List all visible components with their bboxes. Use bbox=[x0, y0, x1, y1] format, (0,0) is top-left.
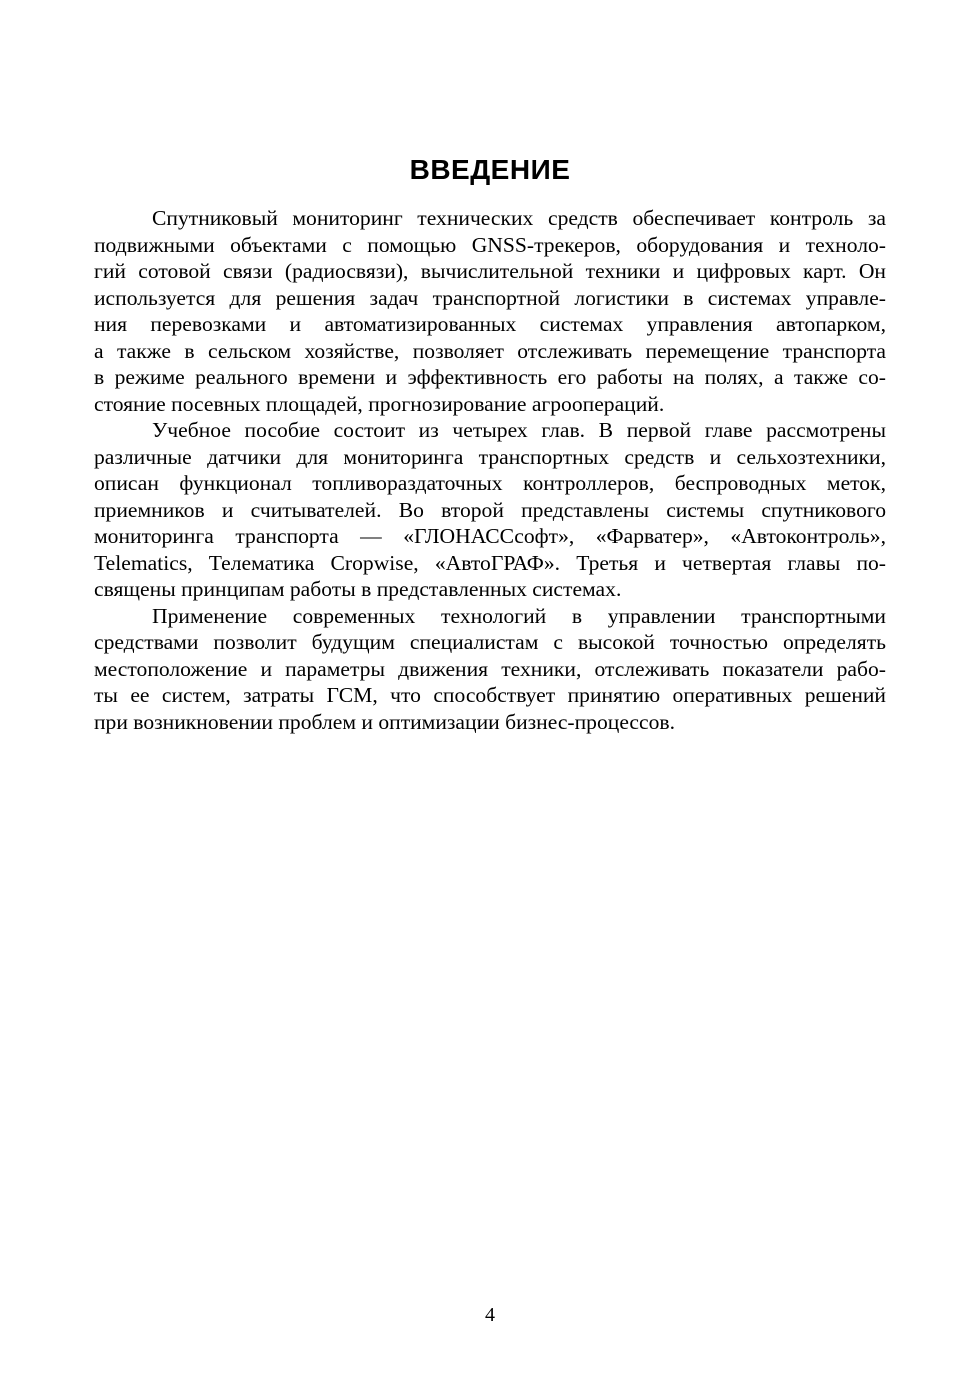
text-line: используется для решения задач транспортной логистики в системах управле- bbox=[94, 285, 886, 310]
page-title: ВВЕДЕНИЕ bbox=[409, 154, 571, 185]
text-line: местоположение и параметры движения техники, отслеживать показатели рабо- bbox=[94, 656, 886, 681]
text-line: описан функционал топливораздаточных контроллеров, беспроводных меток, bbox=[94, 471, 886, 495]
text-line: приемников и считывателей. Во второй представлены системы спутникового bbox=[94, 497, 886, 522]
text-line: средствами позволит будущим специалистам с высокой точностью определять bbox=[94, 630, 886, 654]
text-line: а также в сельском хозяйстве, позволяет отслеживать перемещение транспорта bbox=[94, 338, 886, 363]
text-line: Telematics, Телематика Cropwise, «АвтоГРАФ». Третья и четвертая главы по- bbox=[94, 550, 886, 575]
text-line: мониторинга транспорта — «ГЛОНАССсофт», «Фарватер», «Автоконтроль», bbox=[94, 524, 886, 548]
paragraph-3 bbox=[94, 603, 886, 736]
text-line: Учебное пособие состоит из четырех глав. В первой главе рассмотрены bbox=[152, 418, 886, 442]
paragraph-2 bbox=[94, 417, 886, 603]
text-line: различные датчики для мониторинга транспортных средств и сельхозтехники, bbox=[94, 444, 886, 469]
body-text bbox=[94, 205, 886, 735]
text-line: ния перевозками и автоматизированных системах управления автопарком, bbox=[94, 312, 886, 336]
text-line: ты ее систем, затраты ГСМ, что способствует принятию оперативных решений bbox=[94, 683, 886, 707]
text-line: стояние посевных площадей, прогнозирование агроопераций. bbox=[94, 391, 665, 416]
text-line: Спутниковый мониторинг технических средств обеспечивает контроль за bbox=[152, 206, 886, 230]
text-line: гий сотовой связи (радиосвязи), вычислительной техники и цифровых карт. Он bbox=[94, 259, 886, 283]
page-number: 4 bbox=[485, 1304, 495, 1326]
text-line: Применение современных технологий в управлении транспортными bbox=[152, 603, 886, 628]
paragraph-1 bbox=[94, 205, 886, 417]
text-line: подвижными объектами с помощью GNSS-трекеров, оборудования и техноло- bbox=[94, 232, 886, 257]
text-line: в режиме реального времени и эффективность его работы на полях, а также со- bbox=[94, 365, 886, 389]
text-line: священы принципам работы в представленных системах. bbox=[94, 577, 622, 601]
text-line: при возникновении проблем и оптимизации бизнес-процессов. bbox=[94, 709, 675, 734]
